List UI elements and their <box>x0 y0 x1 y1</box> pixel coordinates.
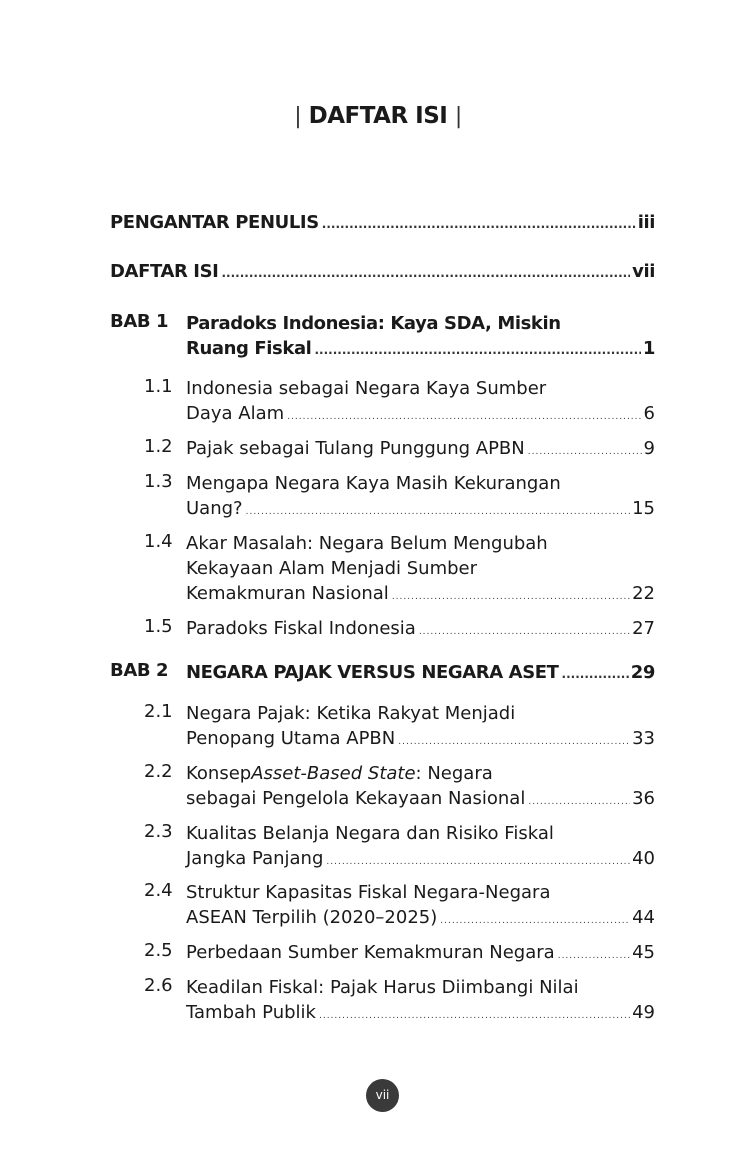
section-title-line1: Kualitas Belanja Negara dan Risiko Fiskal <box>186 823 554 844</box>
section-number: 1.5 <box>144 616 173 637</box>
leader-dots <box>246 500 631 525</box>
section-title-line1: Indonesia sebagai Negara Kaya Sumber <box>186 378 547 399</box>
page-number: 36 <box>632 788 655 809</box>
page-number: 45 <box>632 942 655 963</box>
section-title-line2: Jangka Panjang <box>186 848 324 869</box>
page-number: 44 <box>632 907 655 928</box>
title-bar-right: | <box>454 104 462 129</box>
section-title-line1-pre: Konsep <box>186 763 252 784</box>
section-title-line1: Struktur Kapasitas Fiskal Negara-Negara <box>186 882 551 903</box>
section-title-line1: Paradoks Fiskal Indonesia <box>186 618 416 639</box>
page-number: 29 <box>630 662 655 683</box>
section-title-line1: Keadilan Fiskal: Pajak Harus Diimbangi Nilai <box>186 977 579 998</box>
section-number: 1.2 <box>144 436 173 457</box>
page-number: iii <box>637 212 655 233</box>
leader-dots <box>392 585 630 610</box>
section-number: 1.1 <box>144 376 173 397</box>
chapter-number: BAB 2 <box>110 660 169 681</box>
leader-dots <box>528 440 642 465</box>
page-number: 33 <box>632 728 655 749</box>
chapter-title-line1: NEGARA PAJAK VERSUS NEGARA ASET <box>186 662 559 683</box>
entry-label: PENGANTAR PENULIS <box>110 212 319 233</box>
page-number: 22 <box>632 583 655 604</box>
chapter-title-line1: Paradoks Indonesia: Kaya SDA, Miskin <box>186 313 561 334</box>
section-number: 2.5 <box>144 940 173 961</box>
section-number: 2.4 <box>144 880 173 901</box>
section-title-line2: Daya Alam <box>186 403 285 424</box>
section-number: 2.3 <box>144 821 173 842</box>
section-title-line2: Uang? <box>186 498 243 519</box>
page-number: 6 <box>643 403 655 424</box>
page-number: 1 <box>642 338 655 359</box>
section-title-line2: Penopang Utama APBN <box>186 728 396 749</box>
section-title-line1: Akar Masalah: Negara Belum Mengubah <box>186 533 548 554</box>
title-bar-left: | <box>294 104 302 129</box>
section-number: 1.4 <box>144 531 173 552</box>
section-title-line1: Mengapa Negara Kaya Masih Kekurangan <box>186 473 561 494</box>
section-title-line2: Kekayaan Alam Menjadi Sumber <box>186 558 478 579</box>
leader-dots <box>419 620 630 645</box>
leader-dots <box>322 212 636 237</box>
section-number: 1.3 <box>144 471 173 492</box>
leader-dots <box>528 790 630 815</box>
section-title-line1: Perbedaan Sumber Kemakmuran Negara <box>186 942 555 963</box>
page-number: 15 <box>632 498 655 519</box>
leader-dots <box>440 909 630 934</box>
page-number: 27 <box>632 618 655 639</box>
leader-dots <box>221 261 630 286</box>
title-text: DAFTAR ISI <box>308 103 448 129</box>
page-number: 40 <box>632 848 655 869</box>
section-number: 2.1 <box>144 701 173 722</box>
section-number: 2.2 <box>144 761 173 782</box>
section-title-line1-post: : Negara <box>415 763 493 784</box>
section-title-line3: Kemakmuran Nasional <box>186 583 389 604</box>
leader-dots <box>319 1004 630 1029</box>
leader-dots <box>326 850 630 875</box>
chapter-title-line2: Ruang Fiskal <box>186 338 312 359</box>
page-number: 49 <box>632 1002 655 1023</box>
section-number: 2.6 <box>144 975 173 996</box>
section-title-italic: Asset-Based State <box>251 763 416 784</box>
chapter-number: BAB 1 <box>110 311 169 332</box>
section-title-line1: Negara Pajak: Ketika Rakyat Menjadi <box>186 703 516 724</box>
leader-dots <box>314 338 640 363</box>
page-number: 9 <box>643 438 655 459</box>
entry-label: DAFTAR ISI <box>110 261 219 282</box>
page-number: vii <box>632 261 655 282</box>
page-folio-badge: vii <box>366 1079 399 1112</box>
section-title-line1: Pajak sebagai Tulang Punggung APBN <box>186 438 525 459</box>
section-title-line2: ASEAN Terpilih (2020–2025) <box>186 907 438 928</box>
leader-dots <box>287 405 641 430</box>
leader-dots <box>558 944 630 969</box>
section-title-line2: Tambah Publik <box>186 1002 316 1023</box>
leader-dots <box>562 662 629 687</box>
section-title-line2: sebagai Pengelola Kekayaan Nasional <box>186 788 526 809</box>
leader-dots <box>398 730 630 755</box>
